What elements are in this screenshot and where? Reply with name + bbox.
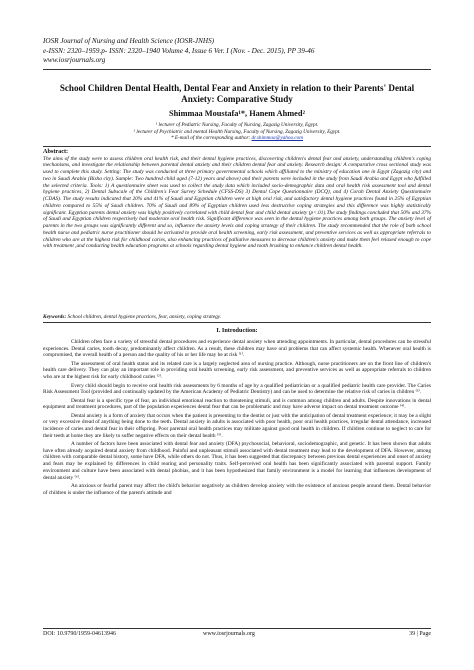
abstract bbox=[43, 148, 431, 250]
email-label: * E-mail of the corresponding author: bbox=[171, 135, 252, 142]
section-heading: I. Introduction: bbox=[216, 327, 258, 334]
header-divider bbox=[43, 69, 431, 70]
email-link[interactable]: dr.shimmaa@yahoo.com bbox=[251, 135, 303, 142]
affiliation-1: ¹ lecturer of Pediatric Nursing, Faculty of Nursing, Zagazig University, Egypt. bbox=[155, 122, 319, 128]
paragraph: Every child should begin to receive oral health risk assessments by 6 months of age by a qualified pediatrician or a qualified pediatric health care provider. The Caries Risk Assessment Tool (provided and continually updated by the American Academy of Pediatric Dentistry) and can be used to determine the relative risk of caries in children ⁽³⁾. bbox=[43, 382, 431, 396]
footer-divider bbox=[43, 628, 431, 629]
keywords bbox=[43, 314, 431, 320]
footer-page-number: 39 | Page bbox=[409, 631, 431, 637]
corresponding-author bbox=[48, 135, 426, 142]
keywords-label: Keywords: bbox=[43, 314, 67, 320]
affiliations bbox=[48, 122, 426, 142]
abstract-top-rule bbox=[43, 146, 431, 147]
footer-site[interactable]: www.iosrjournals.org bbox=[203, 631, 255, 637]
paragraph: Dental anxiety is a form of anxiety that occurs when the patient is presenting to the dentist or just with the anticipation of dental treatment experience; it may be a slight or very excessive dread of anything being done to the teeth. Dental anxiety in adults is associated with poor health, poor oral health practices, irregular dental attendance, increased incidence of caries and dental fear in their offspring. Poor parental oral health practices may militate against good oral health in children. If children continue to neglect to care for their teeth at home they are likely to suffer negative effects on their dental health ⁽⁵⁾. bbox=[43, 412, 431, 439]
journal-name: IOSR Journal of Nursing and Health Science (IOSR-JNHS) bbox=[43, 37, 215, 45]
journal-header bbox=[43, 37, 423, 66]
footer-doi: DOI: 10.9790/1959-04613946 bbox=[43, 631, 116, 637]
affiliation-2: ² lecturer of Psychiatric and mental Health Nursing, Faculty of Nursing, Zagazig University, Egypt. bbox=[133, 128, 341, 135]
introduction-body bbox=[43, 339, 431, 498]
abstract-text: The aims of the study were to assess children oral health risk, and their dental hygiene practices, discovering children's dental fear and anxiety, understanding children's coping mechanisms, and investigate the relationship between parental dental anxiety and their children dental fear and anxiety. Research design: A comparative cross sectional study was used to complete this study. Setting: The study was conducted at three primary governmental schools which affiliated to the ministry of education one in Egypt (Zagazig city) and two in Saudi Arabia (Bisha city). Sample: Two hundred child aged (7-12) years and above) and their parents were included in the study from Saudi Arabia and Egypt who fulfilled the selected criteria. Tools: 1) A questionnaire sheet was used to collect the study data which included socio-demographic data and oral health risk assessment tool and dental hygiene practices, 2) Dental Subscale of the Children's Fear Survey Schedule (CFSS-DS) 3) Dental Cope Questionnaire (DCQ), and 4) Corah Dental Anxiety Questionnaire (CDAS). The study results indicated that 20% and 41% of Saudi and Egyptian children were at high oral risk, and satisfactory dental hygiene practices found in 25% of Egyptian children compared to 55% of Saudi children. 70% of Saudi and 89% of Egyptian children used less destructive coping strategies and this difference was highly statistically significant. Egyptian parents dental anxiety was highly positively correlated with child dental fear and child dental anxiety (p<.01).The study findings concluded that 50% and 37% of Saudi and Egyptian children respectively had moderate oral health risk. Significant difference was seen in the dental hygiene practices among both groups. The anxiety level of parents in the two groups was significantly different and so, influence the anxiety levels and coping strategy of their children. The study recommended that the role of both school health nurse and pediatric nurse practitioner should be activated to provide oral health screening, early risk assessment, and preventive services as well as appropriate referrals to children who are at the highest risk for childhood caries, also enhancing practices of palliative measures to decrease children's anxiety and make them feel relaxed enough to cope with treatment ,and conducting health education programs at schools regarding dental hygiene and tooth brushing to enhance children dental health. bbox=[43, 155, 431, 250]
abstract-label: Abstract: bbox=[43, 148, 69, 155]
paragraph: The assessment of oral health status and its related care is a largely neglected area of nursing practice. Although, nurse practitioners are on the front line of children's health care delivery. They can play an important role in providing oral health screening, early risk assessment, and preventive services as well as appropriate referrals to children who are at the highest risk for early childhood caries ⁽²⁾. bbox=[43, 360, 431, 381]
abstract-bottom-rule bbox=[43, 322, 431, 323]
paragraph: An anxious or fearful parent may affect the child's behavior negatively as children develop anxiety with the existence of anxious people around them. Dental behavior of children is under the influence of the parent's attitude and bbox=[43, 482, 431, 496]
issn-line: e-ISSN: 2320–1959.p- ISSN: 2320–1940 Volume 4, Issue 6 Ver. I (Nov. - Dec. 2015), PP 39-46 bbox=[43, 46, 315, 55]
paper-title: School Children Dental Health, Dental Fear and Anxiety in relation to their Parents' Dental Anxiety: Comparative Study bbox=[59, 83, 415, 105]
paragraph: A number of factors have been associated with dental fear and anxiety (DFA) psychosocial, behavioral, sociodemographic, and genetic. It has been shown that adults have often already acquired dental anxiety from childhood. Painful and unpleasant stimuli associated with dental treatment may lead to the development of DFA. However, among children with comparable dental history, some have DFA, while others do not. Thus, it has been suggested that discrepancy between previous dental experiences and onset of anxiety and fears may be explained by differences in child rearing and personality traits. Self-perceived oral health has been significantly associated with parental support. Family environment and culture have been associated with dental phobias, and it has been hypothesized that family environment is a model for learning that influences development of dental anxiety ⁽⁶⁾. bbox=[43, 441, 431, 481]
keywords-text: School children, dental hygiene practices, fear, anxiety, coping strategy. bbox=[66, 314, 222, 320]
authors: Shimmaa Moustafa¹*, Hanem Ahmed² bbox=[169, 109, 305, 118]
paragraph: Children often face a variety of stressful dental procedures and experience dental anxiety when attending appointments. In particular, dental procedures can be stressful experiences. Dental caries, tooth decay, predominantly affect children. As a result, these children may have oral problems that can affect systemic health. Whenever oral health is compromised, the overall health of a person and the quality of his or her life may be at risk ⁽¹⁾. bbox=[43, 339, 431, 359]
journal-website[interactable]: www.iosrjournals.org bbox=[43, 56, 106, 65]
paragraph: Dental fear is a specific type of fear, an individual emotional reaction to threatening stimuli, and is common among children and adults. Despite innovations in dental equipment and treatment procedures, part of the population experiences dental fear that can be problematic and may have adverse impact on dental treatment outcome ⁽⁴⁾. bbox=[43, 397, 431, 411]
